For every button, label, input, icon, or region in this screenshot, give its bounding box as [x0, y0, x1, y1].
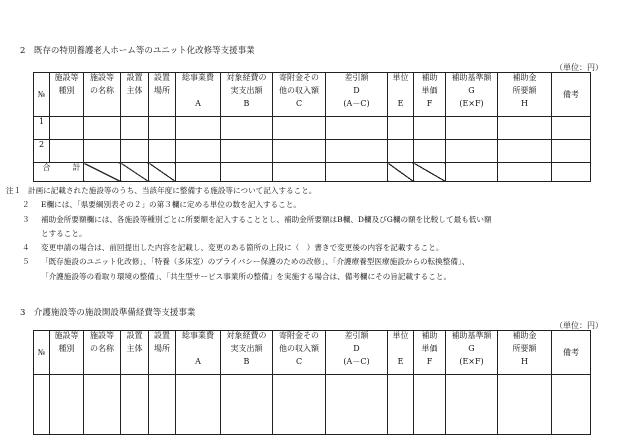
- table-row: [34, 117, 591, 140]
- col-operator-header: 設置 主体: [121, 331, 149, 375]
- note-5: ５ 「既存施設のユニット化改修」、「特養（多床室）のプライバシー保護のための改修」、「介護療養型医療施設からの転換整備」、: [22, 257, 470, 267]
- note-3: ３ 補助金所要額欄には、各施設等種別ごとに所要額を記入することとし、補助金所要額はB欄、D欄及びG欄の額を比較して最も低い額: [22, 214, 492, 224]
- cell-input[interactable]: [273, 163, 326, 182]
- col-facility-name-header: 施設等 の名称: [84, 73, 121, 117]
- cell-input[interactable]: [326, 163, 388, 182]
- cell-input[interactable]: [388, 117, 414, 140]
- diagonal-cell: [388, 163, 414, 182]
- note-5-cont: 「介護施設等の看取り環境の整備」、「共生型サービス事業所の整備」を実施する場合は、備考欄にその旨記載すること。: [41, 271, 452, 281]
- notes: [6, 184, 626, 284]
- cell-input[interactable]: [221, 163, 273, 182]
- cell-input[interactable]: [84, 117, 121, 140]
- cell-input[interactable]: [498, 375, 552, 435]
- section2-unit: （単位：円）: [555, 63, 603, 72]
- cell-input[interactable]: [326, 117, 388, 140]
- diagonal-cell: [84, 163, 121, 182]
- diagonal-cell: [121, 163, 149, 182]
- cell-input[interactable]: [414, 375, 446, 435]
- total-row: [34, 163, 591, 182]
- cell-input[interactable]: [326, 375, 388, 435]
- cell-input[interactable]: [326, 140, 388, 163]
- col-operator-header: 設置 主体: [121, 73, 149, 117]
- cell-input[interactable]: [84, 140, 121, 163]
- cell-input[interactable]: [149, 375, 176, 435]
- table-row: [34, 140, 591, 163]
- cell-input[interactable]: [50, 140, 84, 163]
- cell-input[interactable]: [446, 117, 498, 140]
- note-2: ２ E欄には、「県要綱別表その２」の第３欄に定める単位の数を記入すること。: [22, 200, 301, 210]
- cell-input[interactable]: [149, 140, 176, 163]
- col-facility-name-header: 施設等 の名称: [84, 331, 121, 375]
- cell-input[interactable]: [273, 117, 326, 140]
- col-no-header: №: [34, 73, 50, 117]
- cell-input[interactable]: [552, 375, 591, 435]
- col-required-amount-header: 補助金 所要額 H: [498, 73, 552, 117]
- cell-input[interactable]: [388, 375, 414, 435]
- col-required-amount-header: 補助金 所要額 H: [498, 331, 552, 375]
- diagonal-cell: [414, 163, 446, 182]
- col-actual-expense-header: 対象経費の 実支出額 B: [221, 73, 273, 117]
- section3-table: [33, 330, 591, 435]
- total-label: 合 計: [34, 163, 84, 182]
- col-unit-price-header: 補助 単価 F: [414, 73, 446, 117]
- col-donation-header: 寄附金その 他の収入額 C: [273, 331, 326, 375]
- col-total-cost-header: 総事業費 A: [176, 73, 221, 117]
- section2-title: 2 既存の特別養護老人ホーム等のユニット化改修等支援事業: [20, 46, 255, 56]
- col-unit-price-header: 補助 単価 F: [414, 331, 446, 375]
- cell-input[interactable]: [446, 163, 498, 182]
- cell-input[interactable]: [552, 117, 591, 140]
- cell-input[interactable]: [498, 163, 552, 182]
- cell-input[interactable]: [221, 375, 273, 435]
- cell-input[interactable]: [273, 140, 326, 163]
- cell-input[interactable]: [50, 117, 84, 140]
- cell-input[interactable]: [176, 375, 221, 435]
- cell-input[interactable]: [552, 163, 591, 182]
- cell-input[interactable]: [84, 375, 121, 435]
- cell-input[interactable]: [498, 117, 552, 140]
- cell-input[interactable]: [176, 140, 221, 163]
- col-facility-type-header: 施設等 種別: [50, 73, 84, 117]
- cell-input[interactable]: [176, 163, 221, 182]
- col-difference-header: 差引額 D (A－C): [326, 331, 388, 375]
- col-unit-header: 単位 E: [388, 73, 414, 117]
- cell-input[interactable]: [121, 140, 149, 163]
- col-remarks-header: 備考: [552, 73, 591, 117]
- col-actual-expense-header: 対象経費の 実支出額 B: [221, 331, 273, 375]
- cell-input[interactable]: [414, 140, 446, 163]
- col-location-header: 設置 場所: [149, 331, 176, 375]
- table-row: [34, 375, 591, 435]
- section3-title: 3 介護施設等の施設開設準備経費等支援事業: [20, 308, 196, 318]
- cell-input[interactable]: [552, 140, 591, 163]
- cell-input[interactable]: [414, 117, 446, 140]
- cell-input[interactable]: [149, 117, 176, 140]
- section3-header-row: [34, 331, 591, 375]
- col-donation-header: 寄附金その 他の収入額 C: [273, 73, 326, 117]
- cell-input[interactable]: [121, 375, 149, 435]
- row-number: 1: [34, 117, 50, 140]
- col-facility-type-header: 施設等 種別: [50, 331, 84, 375]
- note-4: ４ 変更申請の場合は、前回提出した内容を記載し、変更のある箇所の上段に（ ）書きで変更後の内容を記載すること。: [22, 243, 444, 253]
- cell-input[interactable]: [176, 117, 221, 140]
- note-3-cont: とすること。: [41, 228, 87, 238]
- cell-input[interactable]: [388, 140, 414, 163]
- col-difference-header: 差引額 D (A－C): [326, 73, 388, 117]
- cell-input[interactable]: [221, 140, 273, 163]
- cell-input[interactable]: [221, 117, 273, 140]
- col-base-amount-header: 補助基準額 G (E×F): [446, 73, 498, 117]
- col-no-header: №: [34, 331, 50, 375]
- section2-table: [33, 72, 591, 182]
- col-total-cost-header: 総事業費 A: [176, 331, 221, 375]
- section2-header-row: [34, 73, 591, 117]
- cell-input[interactable]: [121, 117, 149, 140]
- diagonal-cell: [149, 163, 176, 182]
- cell-input[interactable]: [498, 140, 552, 163]
- col-base-amount-header: 補助基準額 G (E×F): [446, 331, 498, 375]
- note-1: 注１ 計画に記載された施設等のうち、当該年度に整備する施設等について記入すること。: [6, 186, 317, 195]
- cell-input[interactable]: [34, 375, 50, 435]
- row-number: 2: [34, 140, 50, 163]
- section3-unit: （単位：円）: [555, 321, 603, 330]
- col-remarks-header: 備考: [552, 331, 591, 375]
- cell-input[interactable]: [446, 140, 498, 163]
- cell-input[interactable]: [50, 375, 84, 435]
- cell-input[interactable]: [273, 375, 326, 435]
- col-unit-header: 単位 E: [388, 331, 414, 375]
- col-location-header: 設置 場所: [149, 73, 176, 117]
- cell-input[interactable]: [446, 375, 498, 435]
